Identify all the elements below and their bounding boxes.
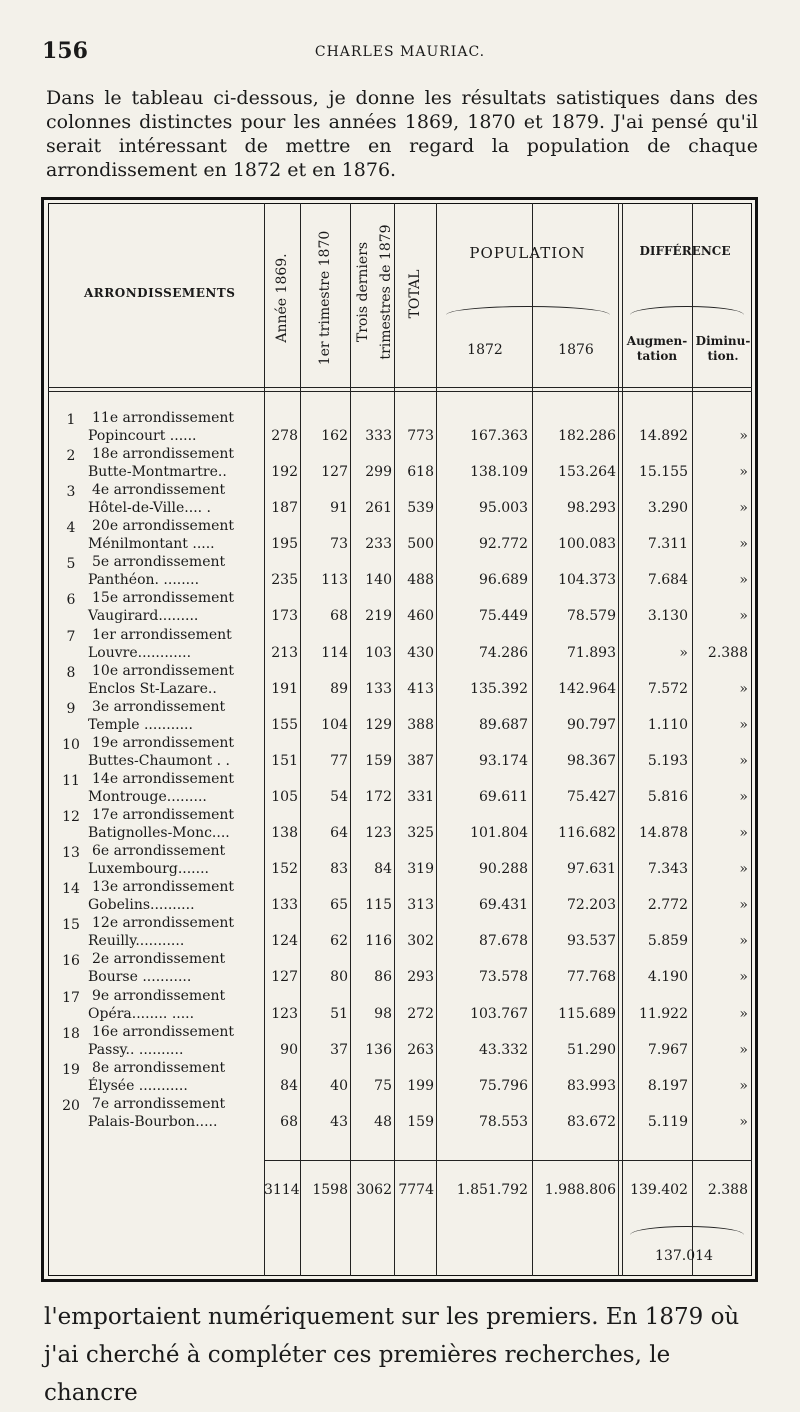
table-row [48,516,752,552]
row-number: 9 [66,700,76,717]
cell-t1879: 159 [365,752,392,769]
row-number: 13 [62,845,80,862]
cell-aug: 5.193 [647,752,688,769]
arrondissement-label: 11e arrondissement [92,410,235,426]
cell-a1869: 124 [271,933,298,950]
arrondissement-label: 14e arrondissement [92,770,235,787]
cell-aug: 5.859 [647,933,688,950]
header-arrondissements: ARRONDISSEMENTS [84,286,236,300]
cell-p1872: 103.767 [470,1005,528,1022]
cell-t1879: 84 [374,861,392,878]
cell-dim: » [739,1113,748,1130]
arrondissement-label: 15e arrondissement [92,590,235,607]
cell-dim: » [739,716,748,733]
cell-aug: » [679,644,688,661]
quartier-label: Reuilly........... [88,933,185,950]
cell-p1872: 43.332 [479,1041,528,1058]
arrondissement-label: 10e arrondissement [92,662,235,679]
cell-total: 539 [407,500,434,517]
cell-t1870: 37 [330,1041,348,1058]
cell-a1869: 278 [271,428,298,444]
arrondissement-label: 13e arrondissement [92,879,235,896]
total-1879: 3062 [356,1182,392,1198]
arrondissement-label: 5e arrondissement [92,554,226,571]
cell-a1869: 68 [280,1113,298,1130]
closing-paragraph: l'emportaient numériquement sur les premiers. En 1879 où j'ai cherché à compléter ces premières recherches, le chancre [44,1304,740,1406]
net-difference: 137.014 [655,1248,713,1264]
cell-a1869: 192 [271,464,298,481]
table-row [48,1022,752,1058]
cell-total: 302 [407,933,434,950]
cell-t1870: 162 [321,428,348,444]
cell-dim: » [739,788,748,805]
table-body [48,408,752,1130]
cell-p1872: 69.611 [479,788,528,805]
cell-t1870: 43 [330,1113,348,1130]
cell-dim: » [739,969,748,986]
quartier-label: Popincourt ...... [88,428,197,444]
table-row [48,588,752,624]
arrondissement-label: 3e arrondissement [92,698,226,715]
cell-aug: 15.155 [639,464,688,481]
table-row [48,444,752,480]
total-augmentation: 139.402 [630,1182,688,1198]
cell-t1879: 103 [365,644,392,661]
cell-t1879: 219 [365,608,392,625]
quartier-label: Élysée ........... [88,1077,188,1094]
cell-dim: » [739,1041,748,1058]
cell-t1879: 140 [365,572,392,589]
cell-dim: » [739,428,748,444]
cell-aug: 5.816 [647,788,688,805]
arrondissement-label: 8e arrondissement [92,1059,226,1076]
cell-aug: 7.572 [647,680,688,697]
totals-rule [264,1160,752,1161]
cell-p1872: 89.687 [479,716,528,733]
cell-t1879: 48 [374,1113,392,1130]
cell-t1870: 83 [330,861,348,878]
cell-total: 272 [407,1005,434,1022]
table-row [48,625,752,661]
quartier-label: Luxembourg....... [88,861,209,878]
cell-dim: » [739,572,748,589]
quartier-label: Batignolles-Monc.... [88,825,230,842]
cell-p1876: 83.672 [567,1113,616,1130]
cell-p1876: 90.797 [567,716,616,733]
header-1876: 1876 [558,342,594,358]
arrondissement-label: 7e arrondissement [92,1095,226,1112]
row-number: 1 [66,412,76,428]
quartier-label: Louvre............ [88,644,192,661]
table-row [48,697,752,733]
table-row [48,986,752,1022]
quartier-label: Montrouge......... [88,788,207,805]
cell-aug: 3.290 [647,500,688,517]
cell-aug: 7.343 [647,861,688,878]
cell-p1872: 87.678 [479,933,528,950]
cell-p1876: 97.631 [567,861,616,878]
cell-p1876: 78.579 [567,608,616,625]
cell-p1872: 92.772 [479,536,528,553]
quartier-label: Temple ........... [88,716,193,733]
cell-a1869: 235 [271,572,298,589]
header-diminution: Diminu-tion. [695,334,751,363]
cell-dim: » [739,825,748,842]
cell-t1870: 114 [321,644,348,661]
cell-t1870: 62 [330,933,348,950]
quartier-label: Bourse ........... [88,969,192,986]
cell-p1872: 93.174 [479,752,528,769]
cell-aug: 7.967 [647,1041,688,1058]
cell-aug: 14.878 [639,825,688,842]
page-number: 156 [42,38,88,64]
row-number: 17 [62,989,80,1006]
quartier-label: Panthéon. ........ [88,572,200,589]
cell-t1879: 172 [365,788,392,805]
cell-aug: 5.119 [647,1113,688,1130]
table-row [48,841,752,877]
table-row [48,1058,752,1094]
cell-p1876: 51.290 [567,1041,616,1058]
cell-p1872: 138.109 [470,464,528,481]
cell-t1870: 40 [330,1077,348,1094]
cell-t1870: 77 [330,752,348,769]
quartier-label: Hôtel-de-Ville.... . [88,500,211,517]
cell-a1869: 213 [271,644,298,661]
cell-p1876: 142.964 [558,680,616,697]
cell-t1879: 116 [365,933,392,950]
row-number: 3 [66,484,76,501]
row-number: 4 [66,520,76,537]
arrondissement-label: 17e arrondissement [92,807,235,824]
header-rule [48,391,752,392]
cell-total: 199 [407,1077,434,1094]
cell-total: 325 [407,825,434,842]
intro-paragraph: Dans le tableau ci-dessous, je donne les résultats satistiques dans des colonnes distinctes pour les années 1869, 1870 et 1879. J'ai pensé qu'il serait intéressant de mettre en regard la population de chaque arrondissement en 1872 et en 1876. [46,87,758,181]
table-row [48,805,752,841]
total-1870: 1598 [312,1182,348,1198]
row-number: 14 [62,881,80,898]
quartier-label: Butte-Montmartre.. [88,464,227,481]
cell-t1879: 133 [365,680,392,697]
cell-dim: » [739,500,748,517]
cell-t1870: 89 [330,680,348,697]
cell-total: 319 [407,861,434,878]
cell-t1879: 123 [365,825,392,842]
cell-p1876: 98.293 [567,500,616,517]
cell-t1870: 68 [330,608,348,625]
cell-dim: » [739,933,748,950]
cell-p1876: 71.893 [567,644,616,661]
cell-aug: 2.772 [647,897,688,914]
cell-p1876: 100.083 [558,536,616,553]
table-row [48,769,752,805]
row-number: 11 [62,772,80,789]
cell-dim: » [739,1077,748,1094]
row-number: 7 [66,628,76,645]
cell-dim: 2.388 [707,644,748,661]
arrondissement-label: 20e arrondissement [92,518,235,535]
total-diminution: 2.388 [707,1182,748,1198]
quartier-label: Palais-Bourbon..... [88,1113,218,1130]
header-1872: 1872 [467,342,503,358]
cell-t1879: 333 [365,428,392,444]
cell-total: 263 [407,1041,434,1058]
cell-a1869: 127 [271,969,298,986]
header-difference: DIFFÉRENCE [639,244,731,258]
cell-p1872: 96.689 [479,572,528,589]
cell-t1870: 51 [330,1005,348,1022]
arrondissement-label: 1er arrondissement [92,626,232,643]
cell-p1876: 182.286 [558,428,616,444]
table-row [48,913,752,949]
cell-p1872: 90.288 [479,861,528,878]
cell-a1869: 84 [280,1077,298,1094]
cell-t1870: 80 [330,969,348,986]
cell-p1872: 135.392 [470,680,528,697]
cell-p1872: 74.286 [479,644,528,661]
cell-p1876: 116.682 [558,825,616,842]
row-number: 16 [62,953,80,970]
header-total: TOTAL [407,269,423,319]
cell-p1872: 73.578 [479,969,528,986]
arrondissement-label: 4e arrondissement [92,482,226,499]
cell-dim: » [739,608,748,625]
quartier-label: Passy.. .......... [88,1041,184,1058]
cell-p1872: 78.553 [479,1113,528,1130]
quartier-label: Enclos St-Lazare.. [88,680,217,697]
cell-total: 387 [407,752,434,769]
cell-p1876: 115.689 [558,1005,616,1022]
arrondissement-label: 9e arrondissement [92,987,226,1004]
cell-a1869: 187 [271,500,298,517]
cell-a1869: 123 [271,1005,298,1022]
cell-a1869: 90 [280,1041,298,1058]
cell-p1872: 75.449 [479,608,528,625]
cell-a1869: 138 [271,825,298,842]
cell-a1869: 152 [271,861,298,878]
cell-t1870: 65 [330,897,348,914]
arrondissement-label: 6e arrondissement [92,843,226,860]
cell-p1872: 167.363 [470,428,528,444]
cell-dim: » [739,897,748,914]
cell-t1870: 91 [330,500,348,517]
cell-a1869: 151 [271,752,298,769]
arrondissement-label: 19e arrondissement [92,734,235,751]
quartier-label: Gobelins.......... [88,897,195,914]
cell-t1879: 299 [365,464,392,481]
table-row [48,733,752,769]
cell-t1879: 98 [374,1005,392,1022]
cell-aug: 4.190 [647,969,688,986]
cell-p1872: 75.796 [479,1077,528,1094]
table-row [48,949,752,985]
cell-t1879: 115 [365,897,392,914]
row-number: 2 [66,448,76,465]
cell-total: 293 [407,969,434,986]
table-row [48,877,752,913]
cell-p1876: 77.768 [567,969,616,986]
cell-dim: » [739,861,748,878]
cell-a1869: 173 [271,608,298,625]
cell-t1870: 54 [330,788,348,805]
cell-total: 430 [407,644,434,661]
cell-dim: » [739,680,748,697]
table-row [48,661,752,697]
row-number: 5 [66,556,76,573]
cell-dim: » [739,752,748,769]
cell-total: 331 [407,788,434,805]
cell-total: 313 [407,897,434,914]
total-1872: 1.851.792 [456,1182,528,1198]
total-1876: 1.988.806 [544,1182,616,1198]
cell-t1870: 64 [330,825,348,842]
header-annee-1869: Année 1869. [274,253,290,343]
cell-t1870: 127 [321,464,348,481]
header-trois-derniers: Trois derniers [355,241,371,343]
row-number: 19 [62,1061,80,1078]
cell-dim: » [739,1005,748,1022]
cell-a1869: 195 [271,536,298,553]
cell-total: 460 [407,608,434,625]
cell-t1879: 136 [365,1041,392,1058]
cell-total: 500 [407,536,434,553]
cell-a1869: 191 [271,680,298,697]
header-augmentation: Augmen-tation [626,334,688,363]
cell-p1876: 83.993 [567,1077,616,1094]
row-number: 6 [66,592,76,609]
arrondissement-label: 16e arrondissement [92,1023,235,1040]
cell-p1872: 95.003 [479,500,528,517]
cell-aug: 11.922 [639,1005,688,1022]
row-number: 10 [62,736,80,753]
cell-total: 413 [407,680,434,697]
cell-t1870: 104 [321,716,348,733]
arrondissement-label: 18e arrondissement [92,446,235,463]
row-number: 18 [62,1025,80,1042]
quartier-label: Ménilmontant ..... [88,536,215,553]
cell-aug: 3.130 [647,608,688,625]
cell-aug: 1.110 [647,716,688,733]
table-row [48,1094,752,1130]
table-row [48,408,752,444]
cell-t1879: 261 [365,500,392,517]
cell-p1876: 98.367 [567,752,616,769]
header-rule [48,387,752,388]
cell-total: 388 [407,716,434,733]
cell-p1876: 72.203 [567,897,616,914]
cell-a1869: 105 [271,788,298,805]
cell-a1869: 133 [271,897,298,914]
cell-p1876: 93.537 [567,933,616,950]
cell-p1876: 104.373 [558,572,616,589]
header-trimestre-1870: 1er trimestre 1870 [317,230,333,366]
row-number: 12 [62,809,80,826]
quartier-label: Vaugirard......... [88,608,199,625]
cell-total: 618 [407,464,434,481]
arrondissement-label: 2e arrondissement [92,951,226,968]
quartier-label: Opéra........ ..... [88,1005,195,1022]
cell-total: 488 [407,572,434,589]
header-trimestres-1879: trimestres de 1879 [378,224,394,360]
arrondissement-label: 12e arrondissement [92,915,235,932]
cell-aug: 14.892 [639,428,688,444]
running-head: CHARLES MAURIAC. [314,44,486,60]
cell-t1870: 113 [321,572,348,589]
cell-t1879: 86 [374,969,392,986]
cell-t1879: 75 [374,1077,392,1094]
cell-total: 773 [407,428,434,444]
cell-t1879: 233 [365,536,392,553]
row-number: 20 [62,1097,80,1114]
cell-aug: 7.684 [647,572,688,589]
cell-dim: » [739,464,748,481]
cell-aug: 8.197 [647,1077,688,1094]
row-number: 8 [66,664,76,681]
row-number: 15 [62,917,80,934]
header-population: POPULATION [469,244,586,262]
cell-p1876: 153.264 [558,464,616,481]
cell-p1872: 69.431 [479,897,528,914]
quartier-label: Buttes-Chaumont . . [88,752,230,769]
cell-a1869: 155 [271,716,298,733]
cell-dim: » [739,536,748,553]
total-1869: 3114 [264,1182,300,1198]
total-total: 7774 [398,1182,434,1198]
cell-p1876: 75.427 [567,788,616,805]
cell-aug: 7.311 [647,536,688,553]
cell-p1872: 101.804 [470,825,528,842]
table-row [48,480,752,516]
cell-total: 159 [407,1113,434,1130]
cell-t1879: 129 [365,716,392,733]
cell-t1870: 73 [330,536,348,553]
table-row [48,552,752,588]
